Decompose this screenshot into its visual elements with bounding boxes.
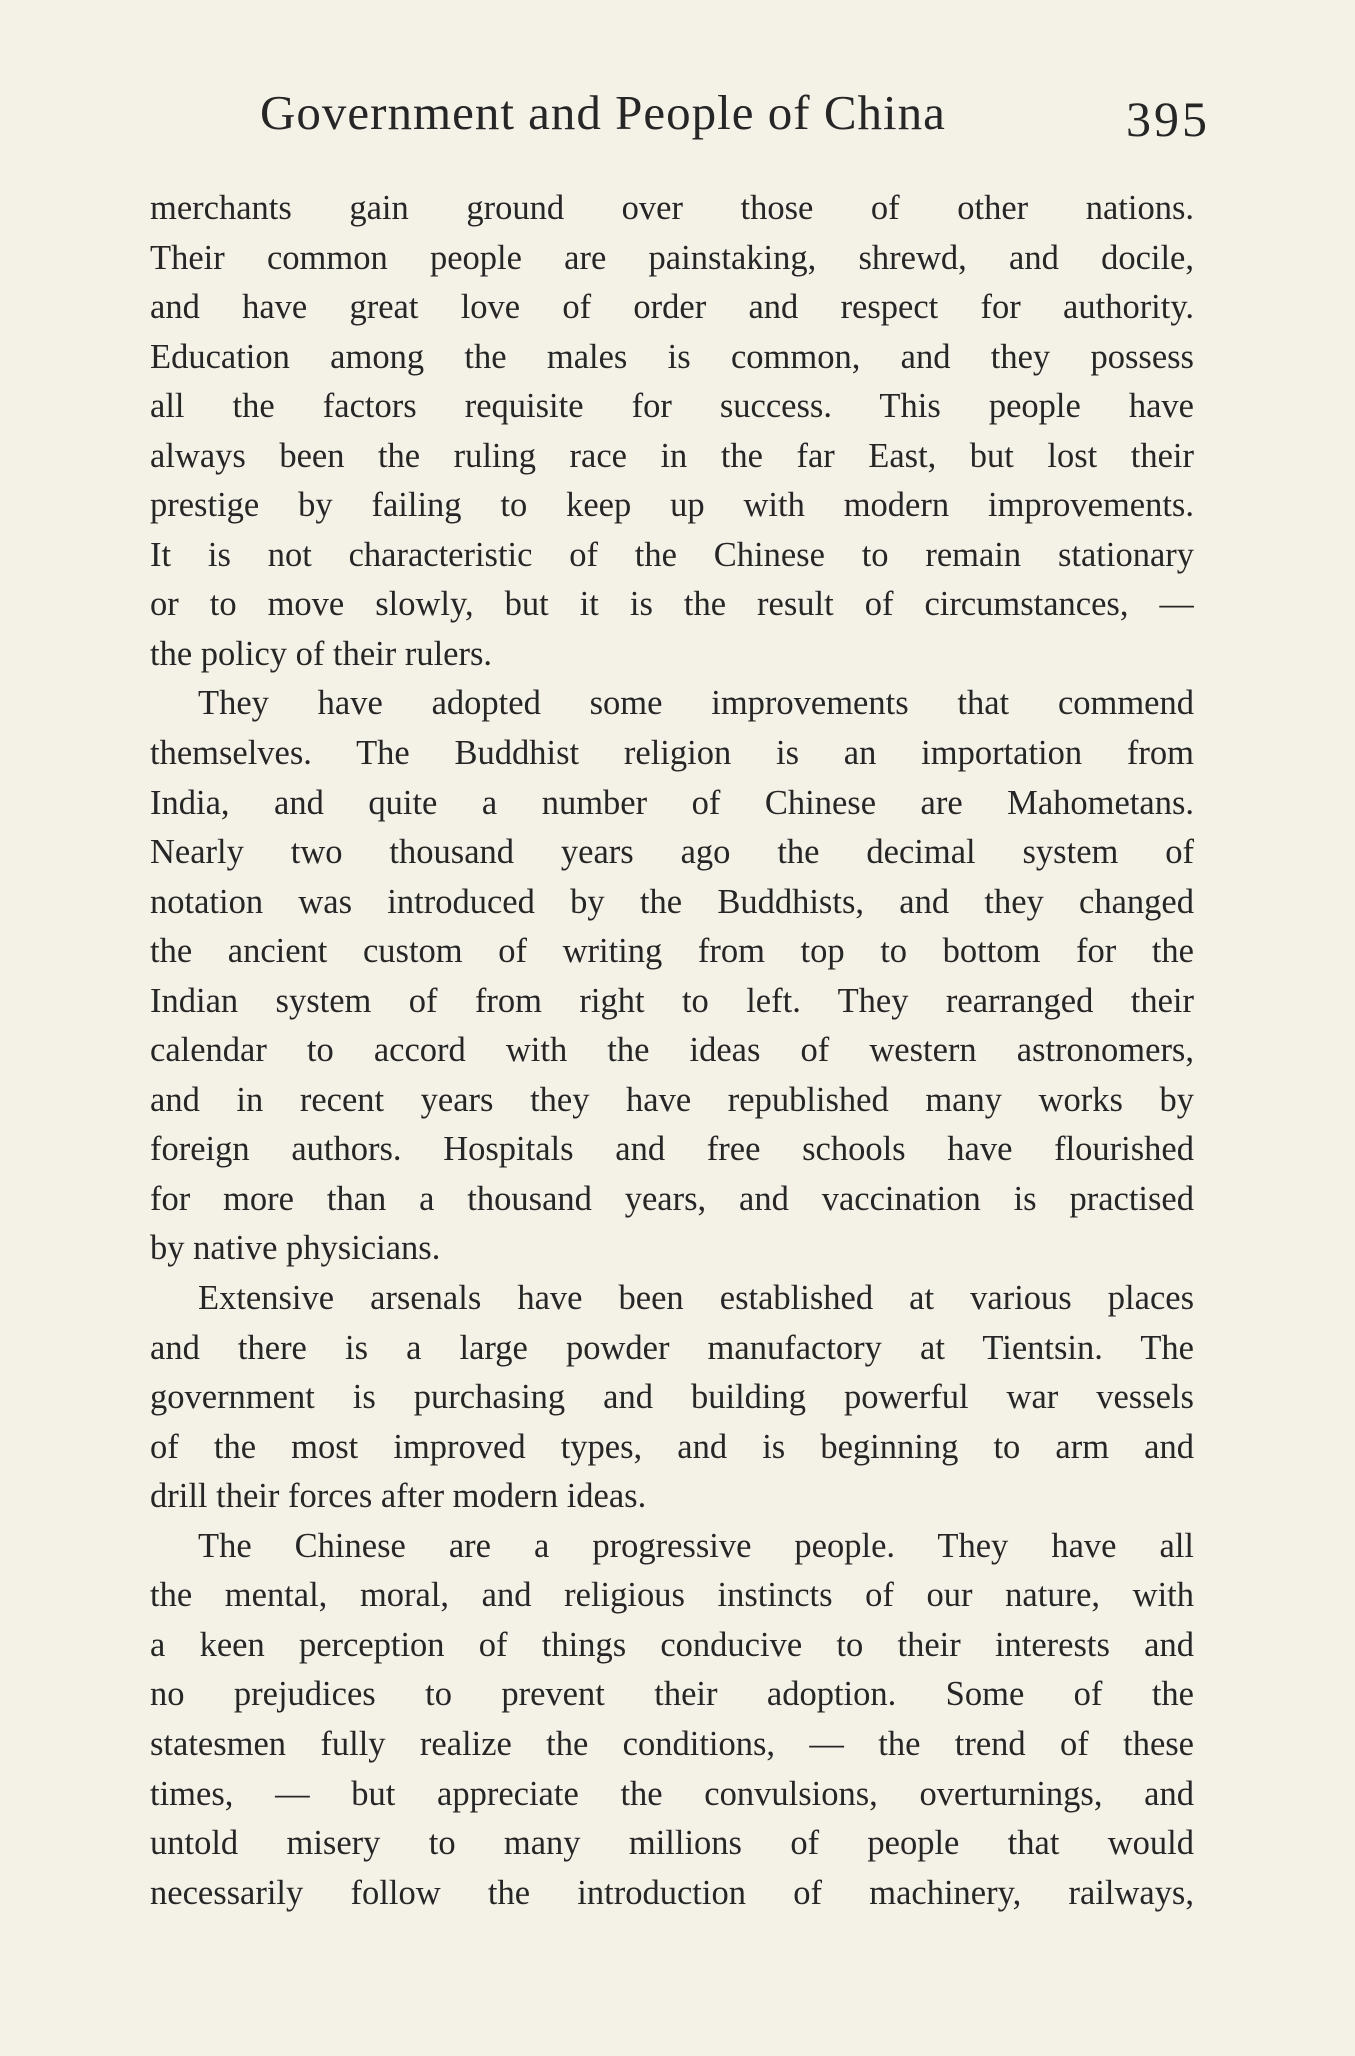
text-line: prestige by failing to keep up with modern improvements.: [150, 486, 1194, 525]
text-line: of the most improved types, and is beginning to arm and: [150, 1427, 1194, 1466]
text-line: The Chinese are a progressive people. They have all: [198, 1526, 1194, 1565]
text-line: statesmen fully realize the conditions, — the trend of these: [150, 1724, 1194, 1763]
text-line: the mental, moral, and religious instincts of our nature, with: [150, 1576, 1194, 1615]
text-line: always been the ruling race in the far East, but lost their: [150, 436, 1194, 475]
text-line: and in recent years they have republished many works by: [150, 1080, 1194, 1119]
text-line: all the factors requisite for success. This people have: [150, 387, 1194, 426]
text-line: times, — but appreciate the convulsions, overturnings, and: [150, 1774, 1194, 1813]
text-line: a keen perception of things conducive to their interests and: [150, 1625, 1194, 1664]
text-line: untold misery to many millions of people that would: [150, 1824, 1194, 1863]
text-line: merchants gain ground over those of other nations.: [150, 189, 1194, 227]
body-text: [150, 184, 1194, 1918]
text-line: the ancient custom of writing from top to bottom for the: [150, 932, 1194, 971]
text-line: necessarily follow the introduction of machinery, railways,: [150, 1873, 1194, 1912]
text-line: by native physicians.: [150, 1229, 441, 1268]
text-line: the policy of their rulers.: [150, 634, 493, 673]
text-line: drill their forces after modern ideas.: [150, 1477, 647, 1516]
text-line: Their common people are painstaking, shrewd, and docile,: [150, 238, 1194, 277]
text-line: Extensive arsenals have been established at various places: [198, 1279, 1194, 1318]
text-line: Education among the males is common, and they possess: [150, 337, 1194, 376]
text-line: India, and quite a number of Chinese are Mahometans.: [150, 783, 1194, 822]
text-line: government is purchasing and building powerful war vessels: [150, 1378, 1194, 1417]
text-line: themselves. The Buddhist religion is an importation from: [150, 734, 1194, 773]
page-number: 395: [1126, 91, 1210, 147]
text-line: no prejudices to prevent their adoption. Some of the: [150, 1675, 1194, 1714]
text-line: and have great love of order and respect for authority.: [150, 288, 1194, 327]
text-line: for more than a thousand years, and vaccination is practised: [150, 1179, 1194, 1218]
text-line: Indian system of from right to left. They rearranged their: [150, 981, 1194, 1020]
text-line: notation was introduced by the Buddhists, and they changed: [150, 882, 1194, 921]
running-head: Government and People of China: [260, 85, 946, 140]
text-line: They have adopted some improvements that commend: [198, 684, 1194, 723]
text-line: and there is a large powder manufactory at Tientsin. The: [150, 1328, 1194, 1367]
text-line: Nearly two thousand years ago the decimal system of: [150, 833, 1194, 872]
text-line: or to move slowly, but it is the result of circumstances, —: [150, 585, 1194, 624]
text-line: foreign authors. Hospitals and free schools have flourished: [150, 1130, 1194, 1169]
page-header: [150, 84, 1210, 154]
text-line: calendar to accord with the ideas of western astronomers,: [150, 1031, 1194, 1070]
text-line: It is not characteristic of the Chinese to remain stationary: [150, 535, 1194, 574]
